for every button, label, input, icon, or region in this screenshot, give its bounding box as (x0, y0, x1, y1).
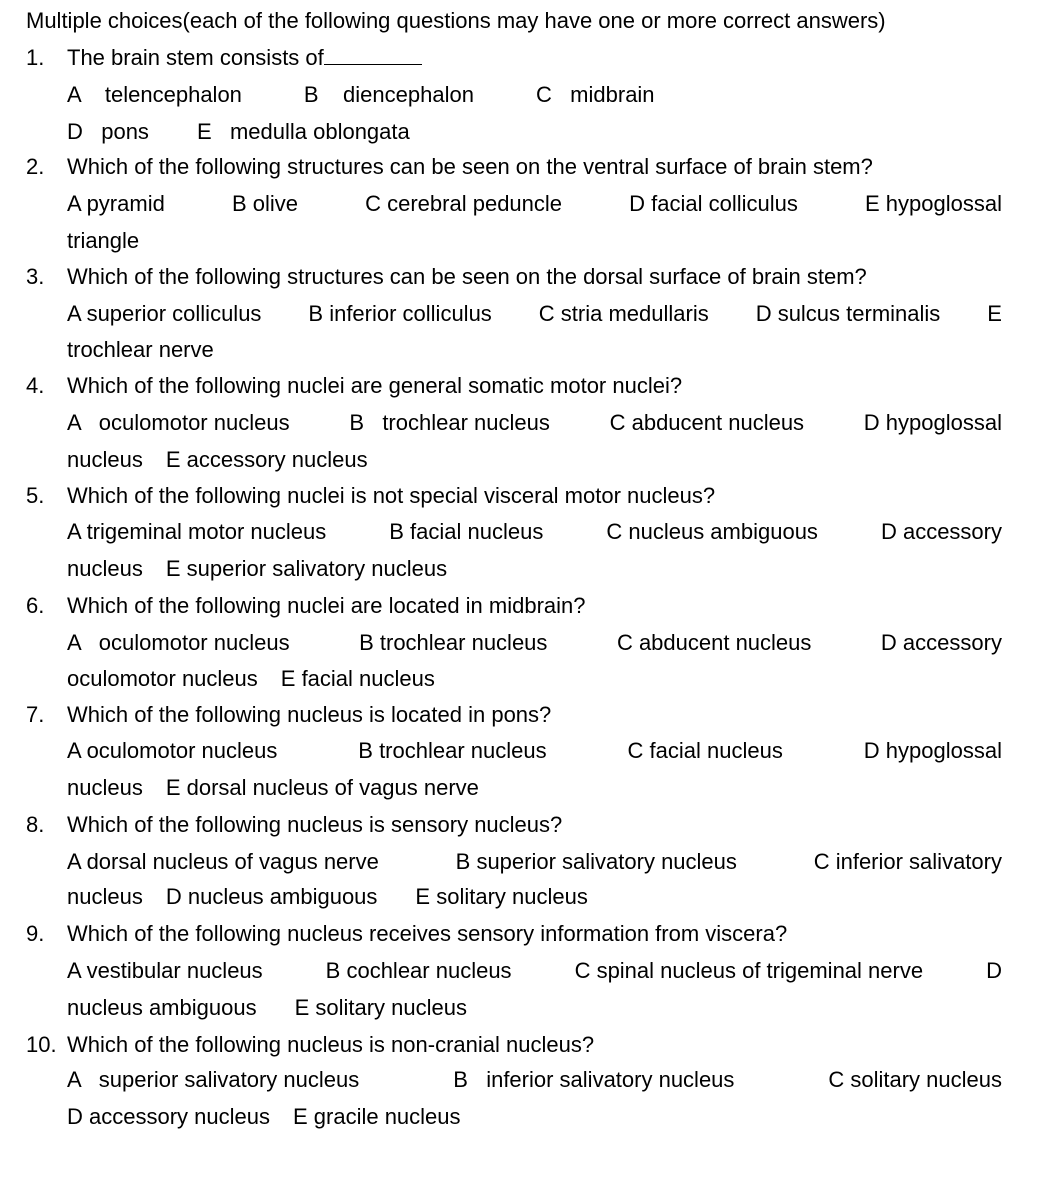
question-10 (26, 1032, 594, 1058)
options-line (67, 884, 1002, 910)
options-line (67, 556, 1002, 582)
options-line (67, 630, 1002, 656)
option: C stria medullaris (538, 301, 709, 326)
option: D (986, 958, 1002, 983)
option: A trigeminal motor nucleus (67, 519, 327, 544)
option: B superior salivatory nucleus (455, 849, 737, 874)
question-7 (26, 702, 551, 728)
question-number: 10. (26, 1032, 57, 1057)
options-line (67, 410, 1002, 436)
answer-blank (324, 46, 422, 65)
option: nucleus (67, 556, 143, 581)
options-line (67, 447, 1002, 473)
option: B trochlear nucleus (359, 630, 548, 655)
question-2 (26, 154, 873, 180)
option: B trochlear nucleus (349, 410, 550, 435)
option: E gracile nucleus (292, 1104, 461, 1129)
option: nucleus (67, 884, 143, 909)
option: C spinal nucleus of trigeminal nerve (574, 958, 924, 983)
option: D hypoglossal (863, 410, 1002, 435)
option: D sulcus terminalis (755, 301, 941, 326)
option: A vestibular nucleus (67, 958, 263, 983)
question-6 (26, 593, 586, 619)
option: D accessory (880, 630, 1002, 655)
options-line (67, 337, 1002, 363)
option: E medulla oblongata (196, 119, 410, 144)
option: B inferior salivatory nucleus (453, 1067, 735, 1092)
option: D nucleus ambiguous (165, 884, 378, 909)
question-8 (26, 812, 562, 838)
option: A pyramid (67, 191, 165, 216)
question-number: 2. (26, 154, 45, 179)
question-number: 8. (26, 812, 45, 837)
question-text: Which of the following structures can be seen on the dorsal surface of brain stem? (67, 264, 867, 289)
question-text: Which of the following nuclei are general somatic motor nuclei? (67, 373, 683, 398)
option: A dorsal nucleus of vagus nerve (67, 849, 379, 874)
page-heading: Multiple choices(each of the following questions may have one or more correct answers) (26, 8, 886, 33)
question-text: Which of the following nucleus is sensory nucleus? (67, 812, 563, 837)
question-number: 6. (26, 593, 45, 618)
option: B trochlear nucleus (358, 738, 547, 763)
option: D facial colliculus (629, 191, 798, 216)
option: A superior salivatory nucleus (67, 1067, 360, 1092)
question-text: Which of the following nucleus is non-cranial nucleus? (67, 1032, 595, 1057)
option: A superior colliculus (67, 301, 262, 326)
options-line (67, 1104, 1002, 1130)
question-number: 9. (26, 921, 45, 946)
question-number: 3. (26, 264, 45, 289)
option: C cerebral peduncle (365, 191, 563, 216)
option: C facial nucleus (627, 738, 783, 763)
option: C midbrain (535, 82, 655, 107)
question-4 (26, 373, 682, 399)
option: A oculomotor nucleus (67, 410, 290, 435)
option: C nucleus ambiguous (606, 519, 818, 544)
question-5 (26, 483, 715, 509)
options-line (67, 82, 1002, 108)
option: triangle (67, 228, 140, 253)
question-number: 5. (26, 483, 45, 508)
question-1 (26, 45, 422, 71)
options-line (67, 519, 1002, 545)
option: E solitary nucleus (415, 884, 588, 909)
question-number: 1. (26, 45, 45, 70)
options-line (67, 228, 1002, 254)
option: E (987, 301, 1002, 326)
option: D hypoglossal (863, 738, 1002, 763)
option: nucleus (67, 775, 143, 800)
options-line (67, 849, 1002, 875)
option: D accessory nucleus (67, 1104, 270, 1129)
option: B facial nucleus (389, 519, 544, 544)
option: B inferior colliculus (308, 301, 492, 326)
option: B olive (231, 191, 298, 216)
options-line (67, 775, 1002, 801)
option: oculomotor nucleus (67, 666, 258, 691)
question-3 (26, 264, 867, 290)
question-9 (26, 921, 787, 947)
option: E accessory nucleus (165, 447, 368, 472)
option: nucleus ambiguous (67, 995, 257, 1020)
question-text: Which of the following nuclei are located in midbrain? (67, 593, 586, 618)
option: C abducent nucleus (616, 630, 812, 655)
options-line (67, 666, 1002, 692)
option: A oculomotor nucleus (67, 630, 290, 655)
options-line (67, 995, 1002, 1021)
question-number: 7. (26, 702, 45, 727)
options-line (67, 1067, 1002, 1093)
option: E solitary nucleus (294, 995, 467, 1020)
option: trochlear nerve (67, 337, 214, 362)
option: A telencephalon (67, 82, 242, 107)
options-line (67, 301, 1002, 327)
option: E facial nucleus (280, 666, 435, 691)
options-line (67, 191, 1002, 217)
option: C abducent nucleus (609, 410, 805, 435)
question-text: Which of the following nucleus receives sensory information from viscera? (67, 921, 788, 946)
question-text: The brain stem consists of (67, 45, 324, 70)
question-text: Which of the following nuclei is not special visceral motor nucleus? (67, 483, 716, 508)
options-line (67, 119, 1002, 145)
option: C inferior salivatory (813, 849, 1002, 874)
option: D pons (67, 119, 149, 144)
option: E superior salivatory nucleus (165, 556, 448, 581)
option: C solitary nucleus (828, 1067, 1002, 1092)
options-line (67, 738, 1002, 764)
question-text: Which of the following structures can be seen on the ventral surface of brain stem? (67, 154, 873, 179)
question-text: Which of the following nucleus is located in pons? (67, 702, 552, 727)
option: A oculomotor nucleus (67, 738, 278, 763)
option: B cochlear nucleus (325, 958, 512, 983)
options-line (67, 958, 1002, 984)
question-number: 4. (26, 373, 45, 398)
option: E hypoglossal (865, 191, 1002, 216)
option: B diencephalon (303, 82, 474, 107)
option: E dorsal nucleus of vagus nerve (165, 775, 479, 800)
option: nucleus (67, 447, 143, 472)
option: D accessory (880, 519, 1002, 544)
